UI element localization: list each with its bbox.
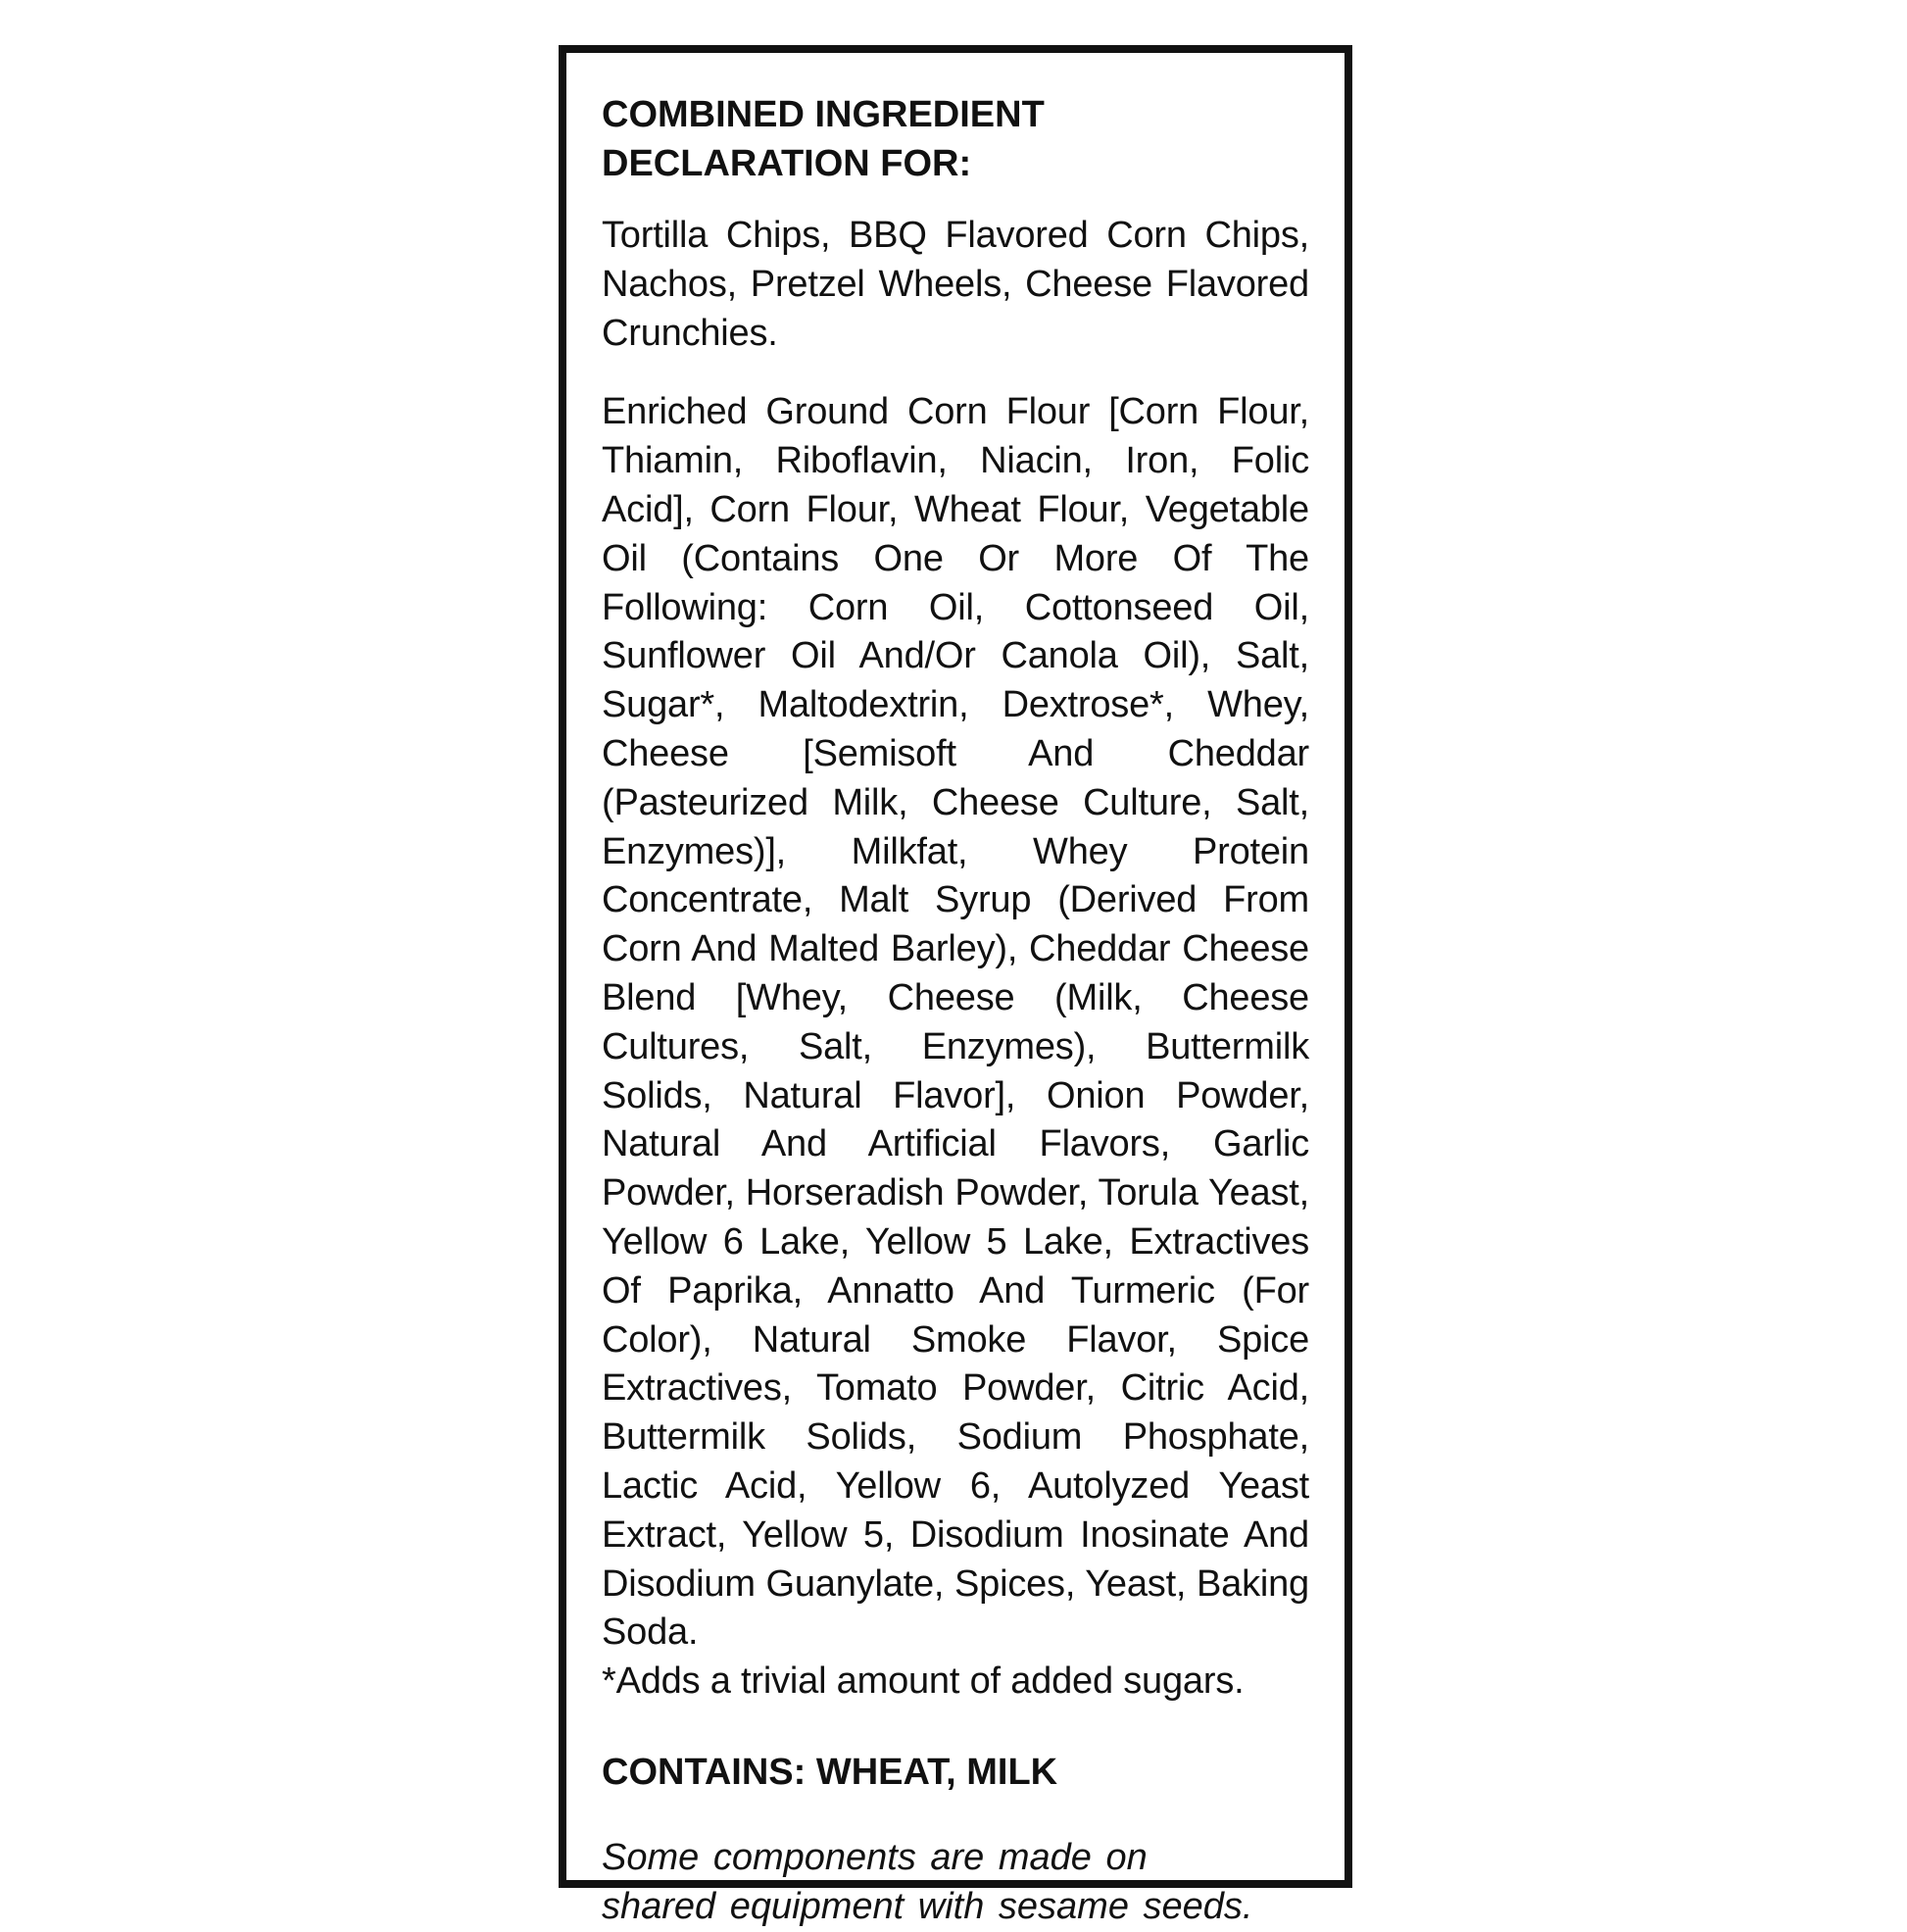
ingredient-label-content xyxy=(602,90,1309,1927)
product-list: Tortilla Chips, BBQ Flavored Corn Chips, Nachos, Pretzel Wheels, Cheese Flavored Crunchies. xyxy=(602,215,1309,354)
declaration-heading-line-2: DECLARATION FOR: xyxy=(602,143,972,184)
sugar-footnote: *Adds a trivial amount of added sugars. xyxy=(602,1660,1245,1703)
ingredient-list: Enriched Ground Corn Flour [Corn Flour, Thiamin, Riboflavin, Niacin, Iron, Folic Acid], Corn Flour, Wheat Flour, Vegetable Oil (Contains One Or More Of The Following: Corn Oil, Cottonseed Oil, Sunflower Oil And/Or Canola Oil), Salt, Sugar*, Maltodextrin, Dextrose*, Whey, Cheese [Semisoft And Cheddar (Pasteurized Milk, Cheese Culture, Salt, Enzymes)], Milkfat, Whey Protein Concentrate, Malt Syrup (Derived From Corn And Malted Barley), Cheddar Cheese Blend [Whey, Cheese (Milk, Cheese Cultures, Salt, Enzymes), Buttermilk Solids, Natural Flavor], Onion Powder, Natural And Artificial Flavors, Garlic Powder, Horseradish Powder, Torula Yeast, Yellow 6 Lake, Yellow 5 Lake, Extractives Of Paprika, Annatto And Turmeric (For Color), Natural Smoke Flavor, Spice Extractives, Tomato Powder, Citric Acid, Buttermilk Solids, Sodium Phosphate, Lactic Acid, Yellow 6, Autolyzed Yeast Extract, Yellow 5, Disodium Inosinate And Disodium Guanylate, Spices, Yeast, Baking Soda. xyxy=(602,391,1309,1654)
shared-equipment-line-1: Some components are made on xyxy=(602,1836,1148,1878)
declaration-heading xyxy=(602,90,1309,188)
allergen-statement: CONTAINS: WHEAT, MILK xyxy=(602,1751,1058,1793)
shared-equipment-line-2: shared equipment with sesame seeds. xyxy=(602,1885,1253,1927)
ingredient-label-box xyxy=(559,45,1352,1927)
shared-equipment-statement xyxy=(602,1834,1309,1932)
declaration-heading-line-1: COMBINED INGREDIENT xyxy=(602,94,1045,135)
